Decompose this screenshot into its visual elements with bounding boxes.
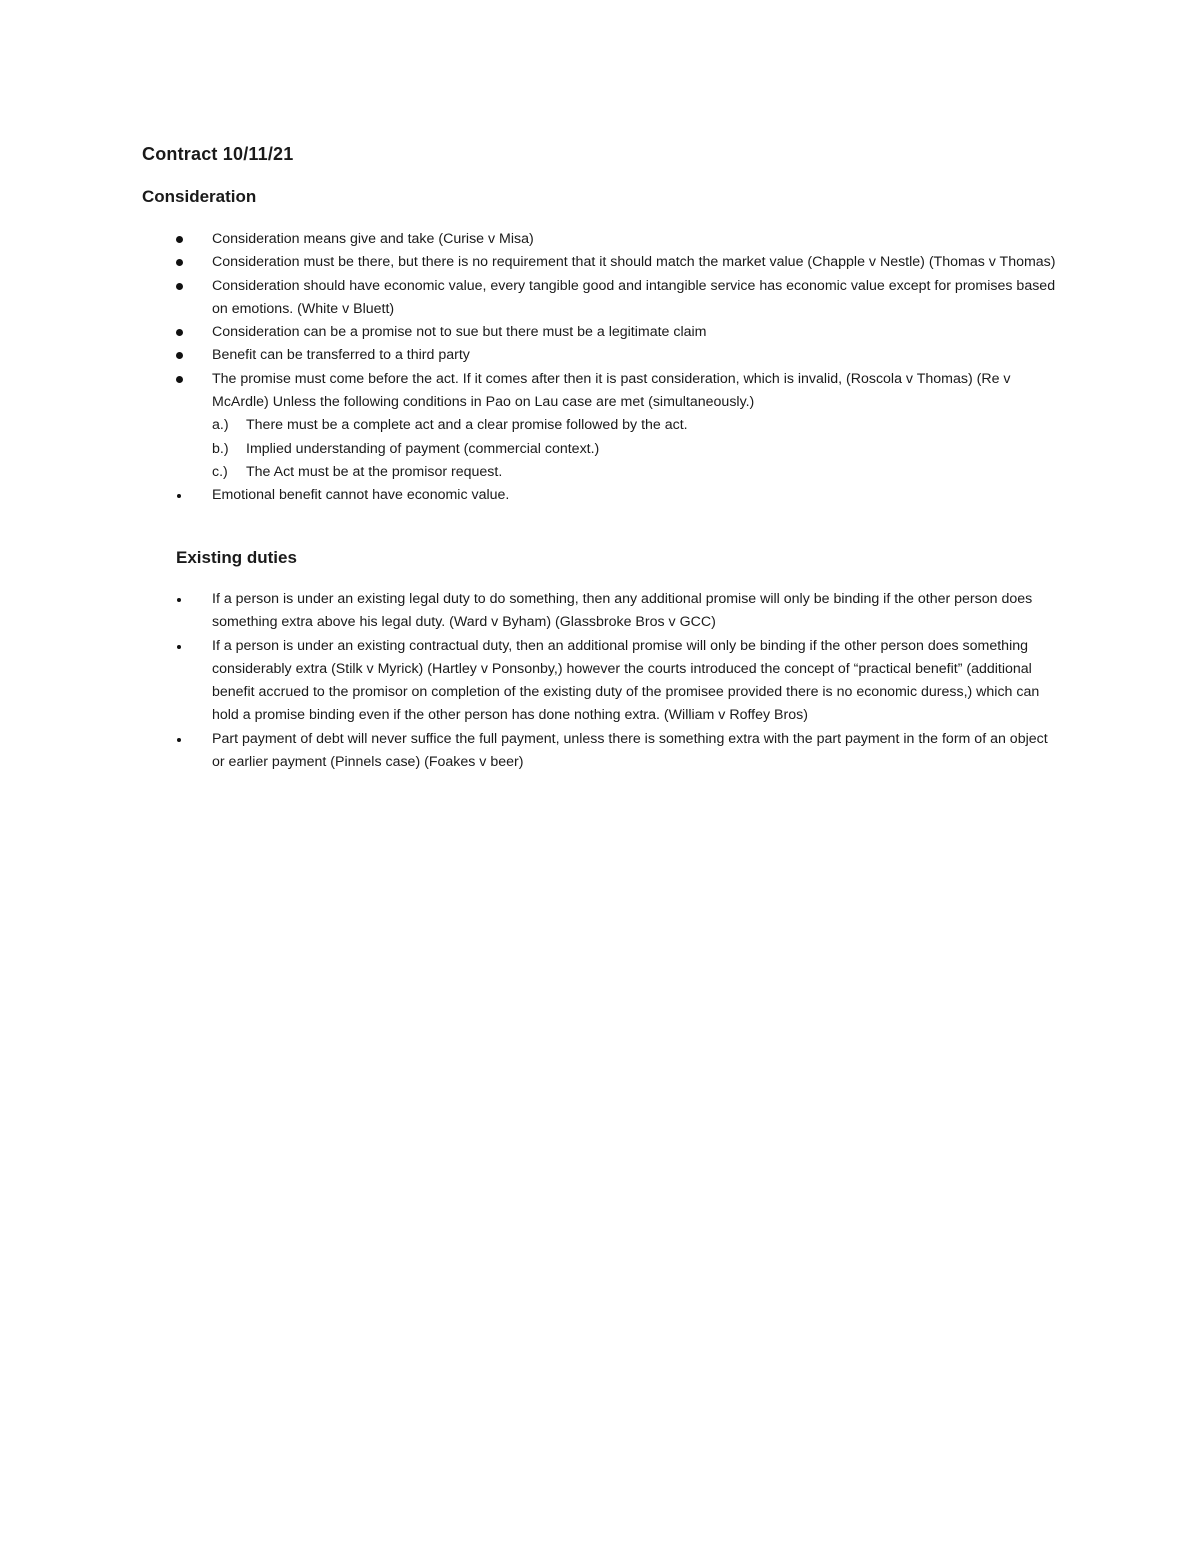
list-item-text: If a person is under an existing contractual duty, then an additional promise will only be binding if the other person does something considerably extra (Stilk v Myrick) (Hartley v Ponsonby,) however the courts introduced the concept of “practical benefit” (additional benefit accrued to the promisor on completion of the existing duty of the promisee provided there is no economic duress,) which can hold a promise binding even if the other person has done nothing extra. (William v Roffey Bros)	[212, 637, 1040, 724]
list-item	[0, 484, 1062, 507]
list-item	[0, 588, 1062, 635]
sublist-item	[212, 438, 1062, 461]
sublist-marker: c.)	[212, 463, 228, 480]
list-item	[0, 251, 1062, 274]
list-item-text: Part payment of debt will never suffice the full payment, unless there is something extra with the part payment in the form of an object or earlier payment (Pinnels case) (Foakes v beer)	[212, 730, 1048, 771]
list-item-text: Benefit can be transferred to a third party	[212, 347, 470, 364]
bullet-icon	[176, 329, 183, 336]
sublist-item-text: The Act must be at the promisor request.	[246, 463, 503, 480]
list-item	[0, 275, 1062, 322]
list-item	[0, 228, 1062, 251]
section-heading-existing-duties: Existing duties	[176, 548, 297, 567]
conditions-sublist	[212, 414, 1062, 484]
bullet-icon	[176, 236, 183, 243]
bullet-icon	[177, 738, 181, 742]
section-heading-consideration: Consideration	[142, 187, 257, 206]
bullet-icon	[176, 283, 183, 290]
list-item-text: Consideration means give and take (Curise v Misa)	[212, 231, 534, 247]
sublist-marker: b.)	[212, 440, 229, 457]
sublist-item-text: There must be a complete act and a clear promise followed by the act.	[246, 417, 688, 434]
list-item-text: Emotional benefit cannot have economic value.	[212, 487, 510, 504]
list-item-text: Consideration must be there, but there is no requirement that it should match the market value (Chapple v Nestle) (Thomas v Thomas)	[212, 254, 1056, 271]
bullet-icon	[176, 352, 183, 359]
list-item	[0, 344, 1062, 367]
list-item-text: Consideration should have economic value, every tangible good and intangible service has economic value except for promises based on emotions. (White v Bluett)	[212, 277, 1056, 317]
document-title: Contract 10/11/21	[142, 144, 294, 164]
list-item	[0, 321, 1062, 344]
bullet-icon	[177, 598, 181, 602]
list-item-text: The promise must come before the act. If it comes after then it is past consideration, which is invalid, (Roscola v Thomas) (Re v McArdle) Unless the following conditions in Pao on Lau case are met (simultaneously.)	[212, 370, 1011, 411]
consideration-list	[0, 228, 1200, 508]
list-item-text: If a person is under an existing legal duty to do something, then any additional promise will only be binding if the other person does something extra above his legal duty. (Ward v Byham) (Glassbroke Bros v GCC)	[212, 591, 1033, 631]
list-item	[0, 635, 1062, 728]
sublist-item	[212, 414, 1062, 437]
bullet-icon	[176, 376, 183, 383]
sublist-marker: a.)	[212, 417, 229, 434]
list-item	[0, 728, 1062, 775]
bullet-icon	[177, 494, 181, 498]
list-item	[0, 368, 1062, 484]
list-item-text: Consideration can be a promise not to sue but there must be a legitimate claim	[212, 324, 707, 341]
bullet-icon	[177, 645, 181, 649]
bullet-icon	[176, 259, 183, 266]
sublist-item	[212, 461, 1062, 484]
existing-duties-list	[0, 588, 1200, 774]
sublist-item-text: Implied understanding of payment (commercial context.)	[246, 440, 600, 457]
